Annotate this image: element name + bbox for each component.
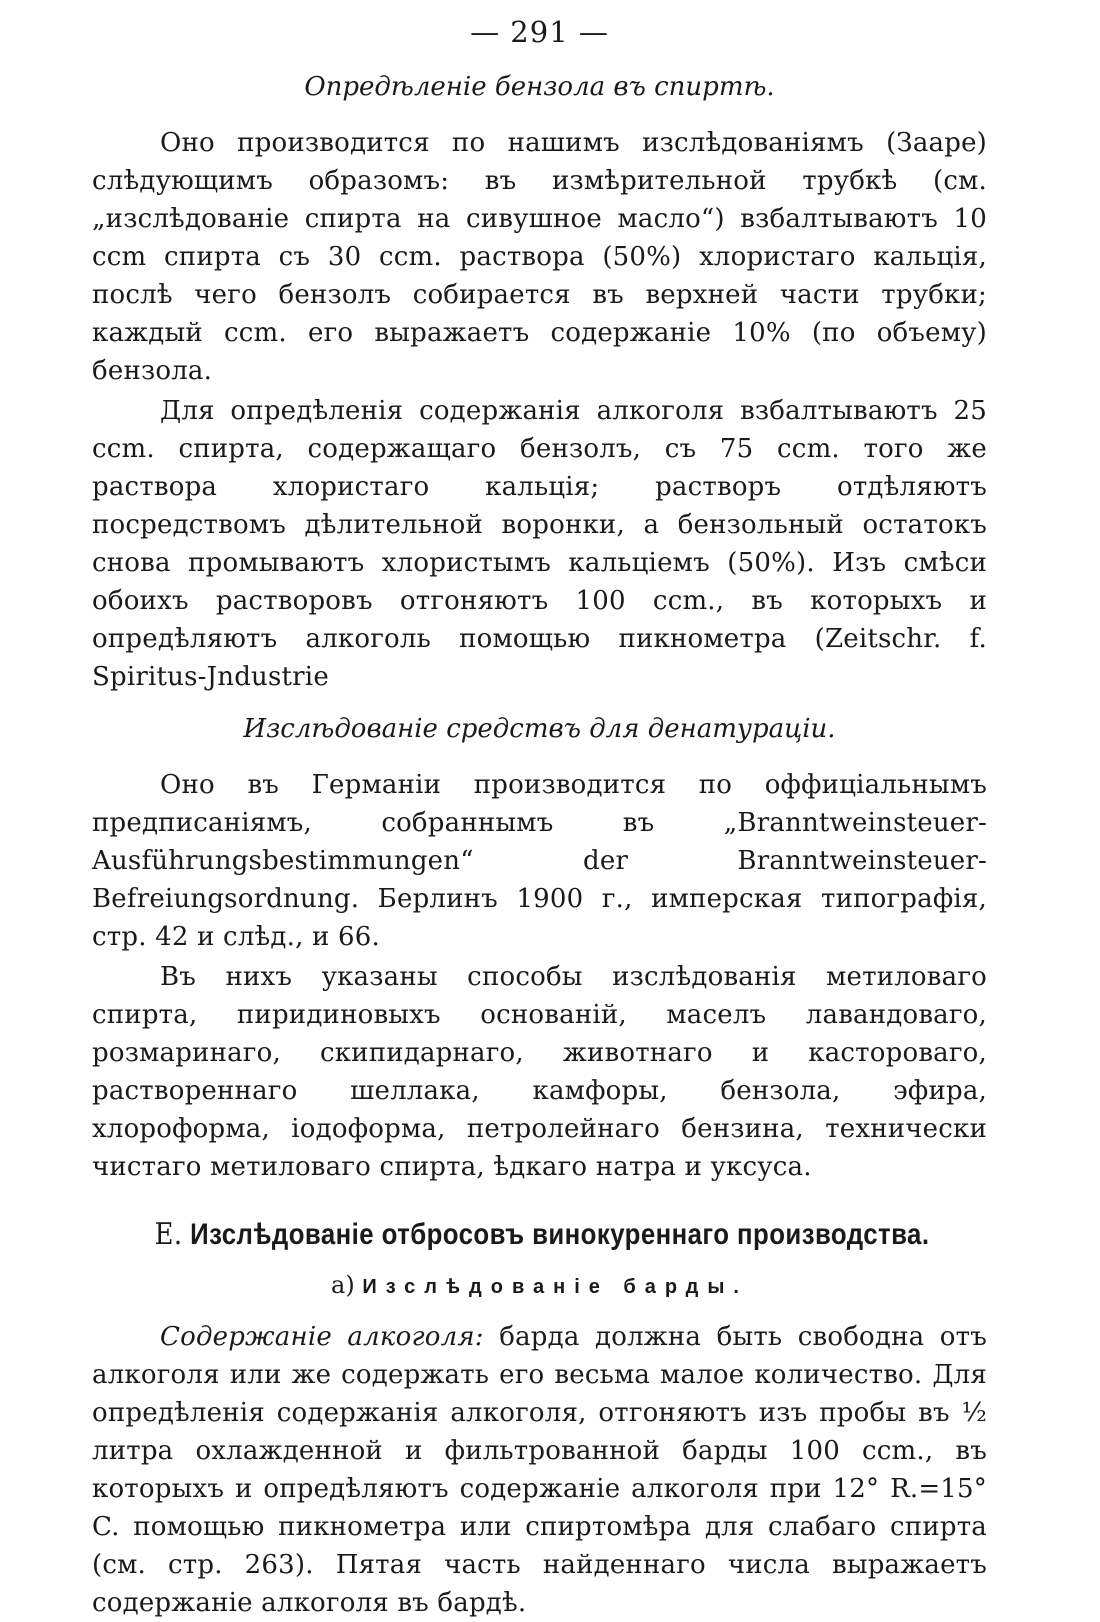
paragraph-germany-regulations: Оно въ Германіи производится по оффиціальнымъ предписаніямъ, собраннымъ въ „Branntweinsteuer-Ausführungsbestimmungen“ der Branntweinsteuer-Befreiungsordnung. Берлинъ 1900 г., имперская типографія, стр. 42 и слѣд., и 66. — [92, 770, 987, 952]
document-page — [92, 14, 987, 1622]
paragraph-benzene-method: Оно производится по нашимъ изслѣдованіямъ (Зааре) слѣдующимъ образомъ: въ измѣрительной трубкѣ (см. „изслѣдованіе спирта на сивушное масло“) взбалтываютъ 10 ccm спирта съ 30 ccm. раствора (50%) хлористаго кальція, послѣ чего бензолъ собирается въ верхней части трубки; каждый ccm. его выражаетъ содержаніе 10% (по объему) бензола. — [92, 128, 987, 386]
section-heading-waste-study — [154, 1216, 930, 1254]
page-number: — 291 — — [470, 15, 609, 49]
paragraph-barda-alcohol — [92, 1318, 987, 1622]
paragraph-alcohol-content: Для опредѣленія содержанія алкоголя взбалтываютъ 25 ccm. спирта, содержащаго бензолъ, съ 75 ccm. того же раствора хлористаго кальція; растворъ отдѣляютъ посредствомъ дѣлительной воронки, а бензольный остатокъ снова промываютъ хлористымъ кальціемъ (50%). Изъ смѣси обоихъ растворовъ отгоняютъ 100 ccm., въ которыхъ и опредѣляютъ алкоголь помощью пикнометра (Zeitschr. f. Spiritus-Jndustrie — [92, 396, 987, 692]
section-letter: E. — [154, 1217, 183, 1252]
heading-benzene-determination: Опредѣленіе бензола въ спиртѣ. — [304, 72, 775, 102]
subsection-title: Изслѣдованіе барды. — [362, 1276, 748, 1298]
paragraph-methods-list: Въ нихъ указаны способы изслѣдованія метиловаго спирта, пиридиновыхъ основаній, маселъ лавандоваго, розмаринаго, скипидарнаго, животнаго и касторовaго, растворeннаго шеллака, камфоры, бензола, эфира, хлороформа, іодоформа, петролейнаго бензина, технически чистаго метиловаго спирта, ѣдкаго натра и уксуса. — [92, 962, 987, 1182]
paragraph-lead-italic: Содержаніе алкоголя: — [160, 1322, 484, 1352]
subsection-heading-barda — [92, 1268, 987, 1304]
heading-denaturants-study: Изслѣдованіе средствъ для денатураціи. — [243, 714, 836, 744]
paragraph-body: барда должна быть свободна отъ алкоголя или же содержать его весьма малое количество. Для опредѣленія содержанія алкоголя, отгоняютъ изъ пробы въ ½ литра охлажденной и фильтрованной барды 100 ccm., въ которыхъ и опредѣляютъ содержаніе алкоголя при 12° R.=15° C. помощью пикнометра или спиртомѣра для слабаго спирта (см. стр. 263). Пятая часть найденнаго числа выражаетъ содержаніе алкоголя въ бардѣ. — [92, 1322, 987, 1618]
section-title: Изслѣдованіе отбросовъ винокуреннаго производства. — [190, 1218, 930, 1251]
subsection-marker: a) — [331, 1271, 355, 1299]
